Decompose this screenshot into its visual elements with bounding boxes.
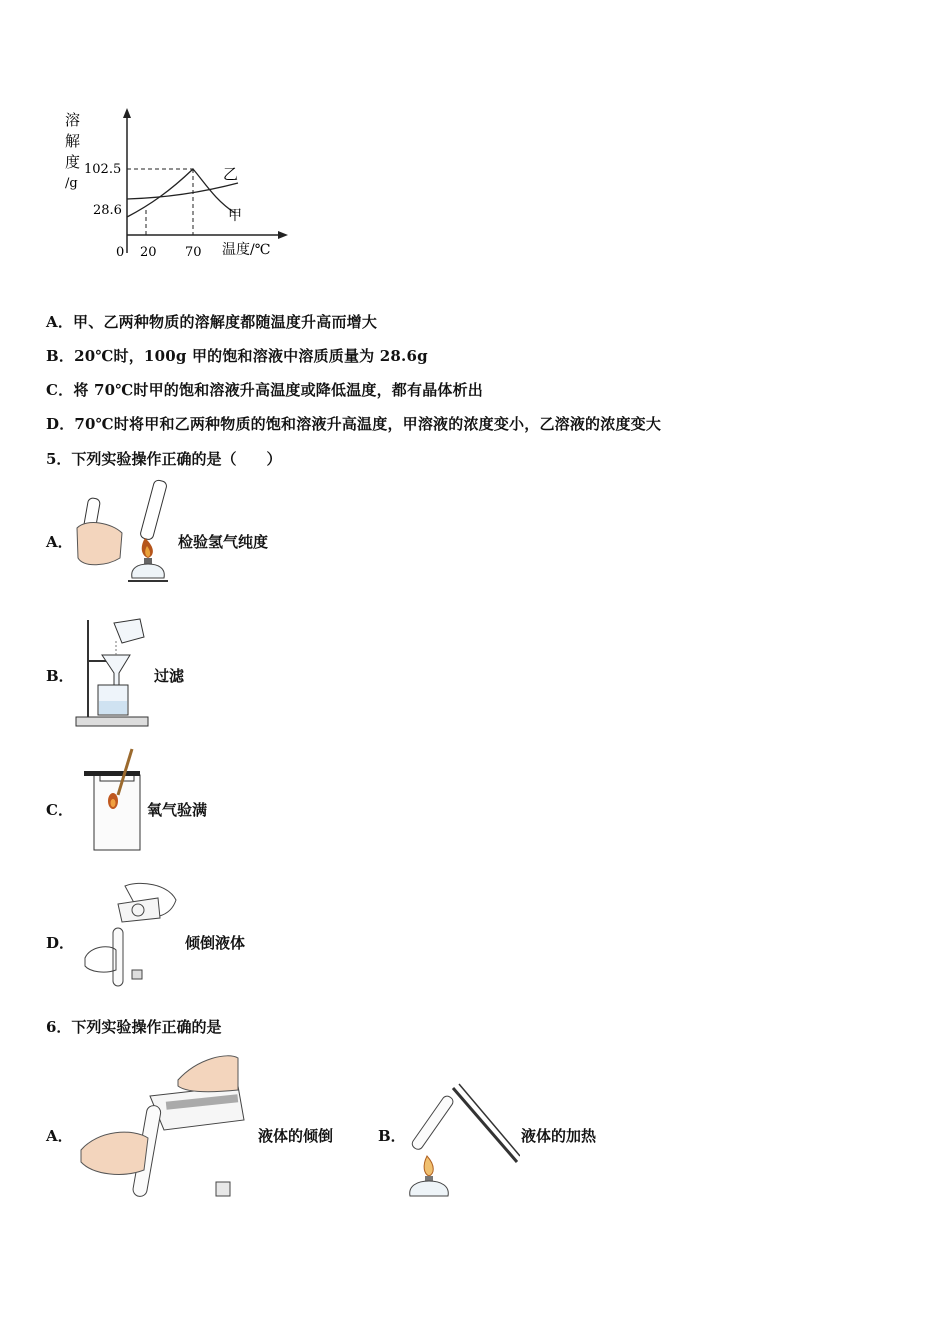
q6-option-b-caption: 液体的加热 [521,1127,597,1145]
ylabel-char: 解 [65,132,81,150]
y-axis-arrow [123,108,131,118]
q6-option-a-caption: 液体的倾倒 [258,1127,334,1145]
q6-option-b-label: B． [378,1127,406,1145]
q4-option-c: C．将 70℃时甲的饱和溶液升高温度或降低温度，都有晶体析出 [46,381,484,399]
solubility-chart [60,105,295,270]
filtration-illustration [74,615,154,730]
liquid-pouring-illustration [78,1050,253,1202]
pouring-liquid-illustration [80,878,180,990]
y-tick-label: 102.5 [84,162,122,177]
oxygen-full-test-illustration [82,745,144,855]
q5-option-b-label: B． [46,667,74,685]
hydrogen-purity-test-illustration [72,478,177,586]
x-axis-arrow [278,231,288,239]
x-axis-label: 温度/℃ [222,242,271,258]
q5-option-a-label: A． [46,533,73,551]
curve-jia [127,169,235,217]
q5-option-a-caption: 检验氢气纯度 [178,533,269,551]
curve-yi [127,183,238,199]
q6-option-a-label: A． [46,1127,73,1145]
ylabel-char: /g [65,176,78,191]
x-tick-label: 20 [140,245,157,260]
ylabel-char: 溶 [65,111,81,129]
q4-option-a: A．甲、乙两种物质的溶解度都随温度升高而增大 [46,313,378,331]
liquid-heating-illustration [405,1078,520,1198]
q5-stem: 5．下列实验操作正确的是（ ） [46,450,282,468]
origin-label: 0 [116,245,125,260]
series-label-jia: 甲 [228,208,242,224]
series-label-yi: 乙 [223,165,239,183]
q5-option-c-caption: 氧气验满 [147,801,208,819]
y-tick-label: 28.6 [93,203,122,218]
ylabel-char: 度 [65,153,81,171]
q4-option-b: B．20℃时，100g 甲的饱和溶液中溶质质量为 28.6g [46,347,428,365]
q5-option-b-caption: 过滤 [154,667,185,685]
q4-option-d: D．70℃时将甲和乙两种物质的饱和溶液升高温度，甲溶液的浓度变小，乙溶液的浓度变大 [46,415,662,433]
q6-stem: 6．下列实验操作正确的是 [46,1018,222,1036]
q5-option-d-label: D． [46,934,75,952]
q5-option-d-caption: 倾倒液体 [185,934,246,952]
q5-option-c-label: C． [46,801,73,819]
x-tick-label: 70 [185,245,202,260]
